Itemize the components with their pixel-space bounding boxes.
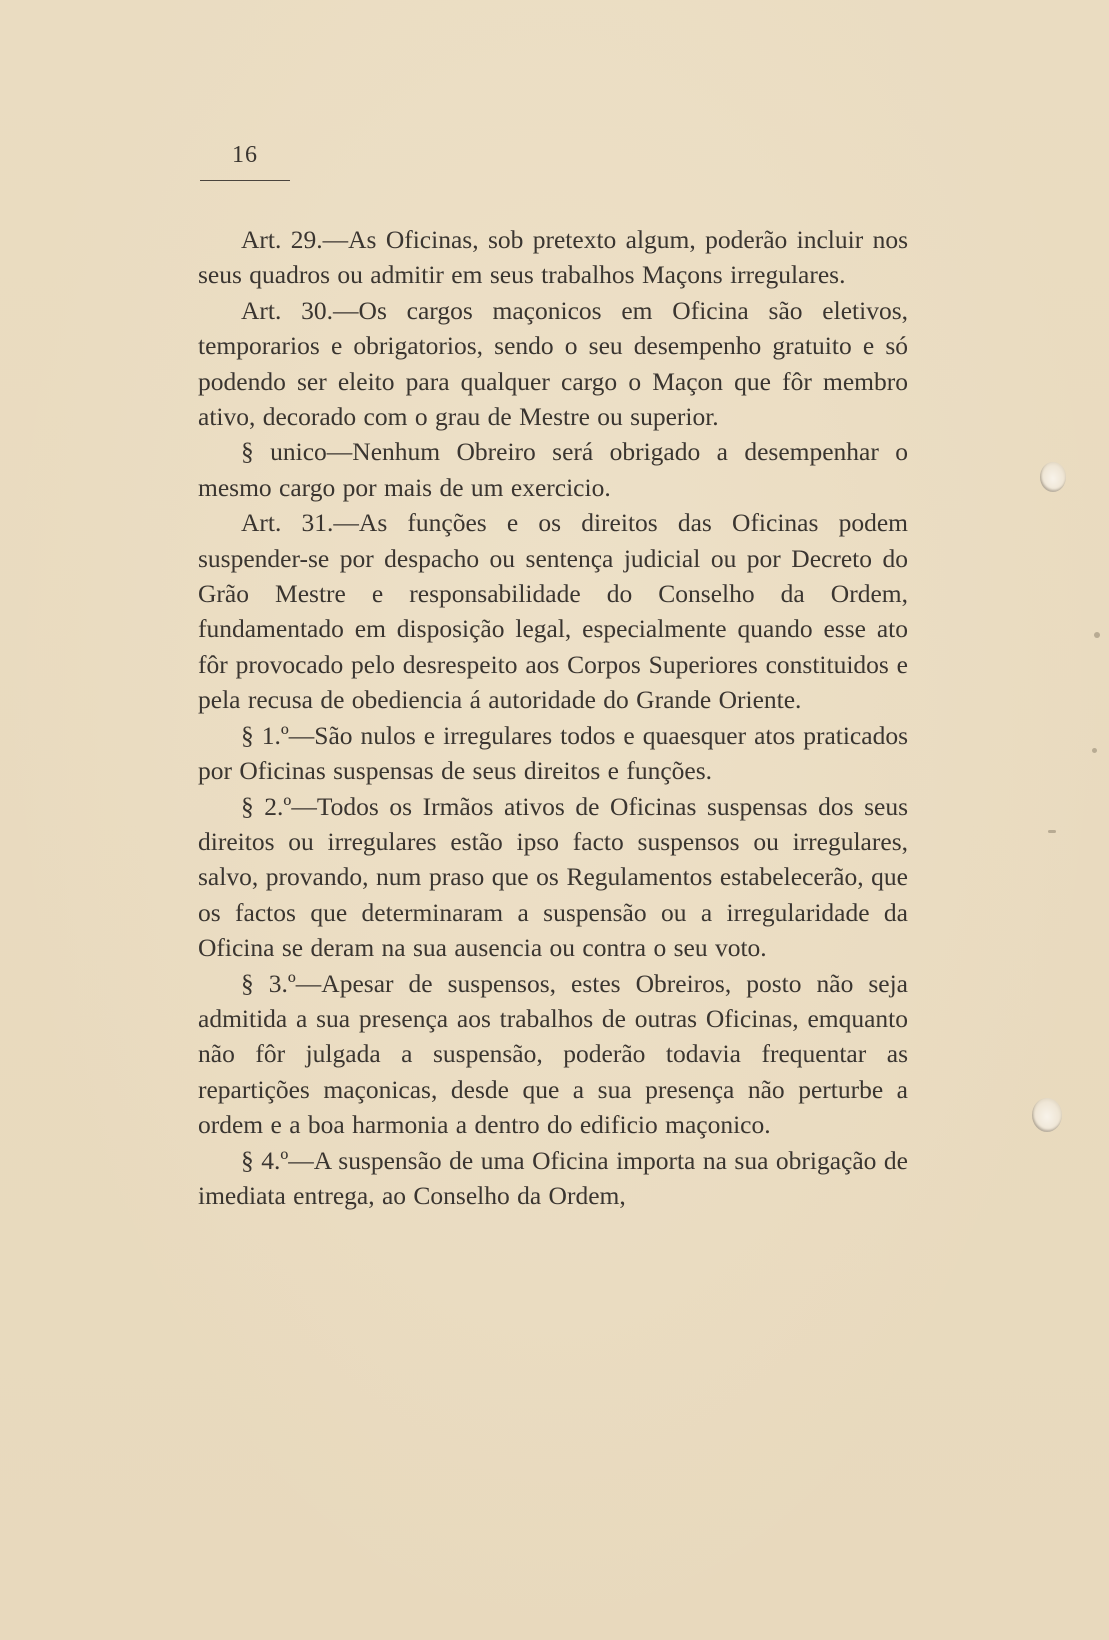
paragraph-art-31-s2: § 2.º—Todos os Irmãos ativos de Oficinas suspensas dos seus direitos ou irregulares estão ipso facto suspensos ou irregulares, salvo, provando, num praso que os Regulamentos estabelecerão, que os factos que determinaram a suspensão ou a irregularidade da Oficina se deram na sua ausencia ou contra o seu voto. (198, 791, 908, 963)
paper-speck (1092, 748, 1097, 753)
binding-hole-lower (1032, 1098, 1062, 1132)
page-number-rule (200, 180, 290, 181)
paragraph-art-31-s1: § 1.º—São nulos e irregulares todos e quaesquer atos praticados por Oficinas suspensas de seus direitos e funções. (198, 720, 908, 786)
paragraph-art-31-s3: § 3.º—Apesar de suspensos, estes Obreiros, posto não seja admitida a sua presença aos trabalhos de outras Oficinas, emquanto não fôr julgada a suspensão, poderão todavia frequentar as repartições maçonicas, desde que a sua presença não perturbe a ordem e a boa harmonia a dentro do edificio maçonico. (198, 968, 908, 1140)
paragraph-art-30-unico: § unico—Nenhum Obreiro será obrigado a desempenhar o mesmo cargo por mais de um exercicio. (198, 437, 908, 502)
paragraph-art-30: Art. 30.—Os cargos maçonicos em Oficina são eletivos, temporarios e obrigatorios, sendo o seu desempenho gratuito e só podendo ser eleito para qualquer cargo o Maçon que fôr membro ativo, decorado com o grau de Mestre ou superior. (198, 295, 908, 432)
binding-hole-upper (1040, 462, 1066, 492)
page-number: 16 (232, 142, 258, 168)
paragraph-art-31-s4: § 4.º—A suspensão de uma Oficina importa na sua obrigação de imediata entrega, ao Conselho da Ordem, (198, 1145, 908, 1210)
paragraph-art-29: Art. 29.—As Oficinas, sob pretexto algum, poderão incluir nos seus quadros ou admitir em seus trabalhos Maçons irregulares. (198, 225, 908, 290)
paper-speck (1094, 632, 1100, 638)
paragraph-art-31: Art. 31.—As funções e os direitos das Oficinas podem suspender-se por despacho ou sentença judicial ou por Decreto do Grão Mestre e responsabilidade do Conselho da Ordem, fundamentado em disposição legal, especialmente quando esse ato fôr provocado pelo desrespeito aos Corpos Superiores constituidos e pela recusa de obediencia á autoridade do Grande Oriente. (198, 508, 908, 715)
paper-speck (1048, 830, 1056, 833)
body-text (198, 222, 908, 1213)
